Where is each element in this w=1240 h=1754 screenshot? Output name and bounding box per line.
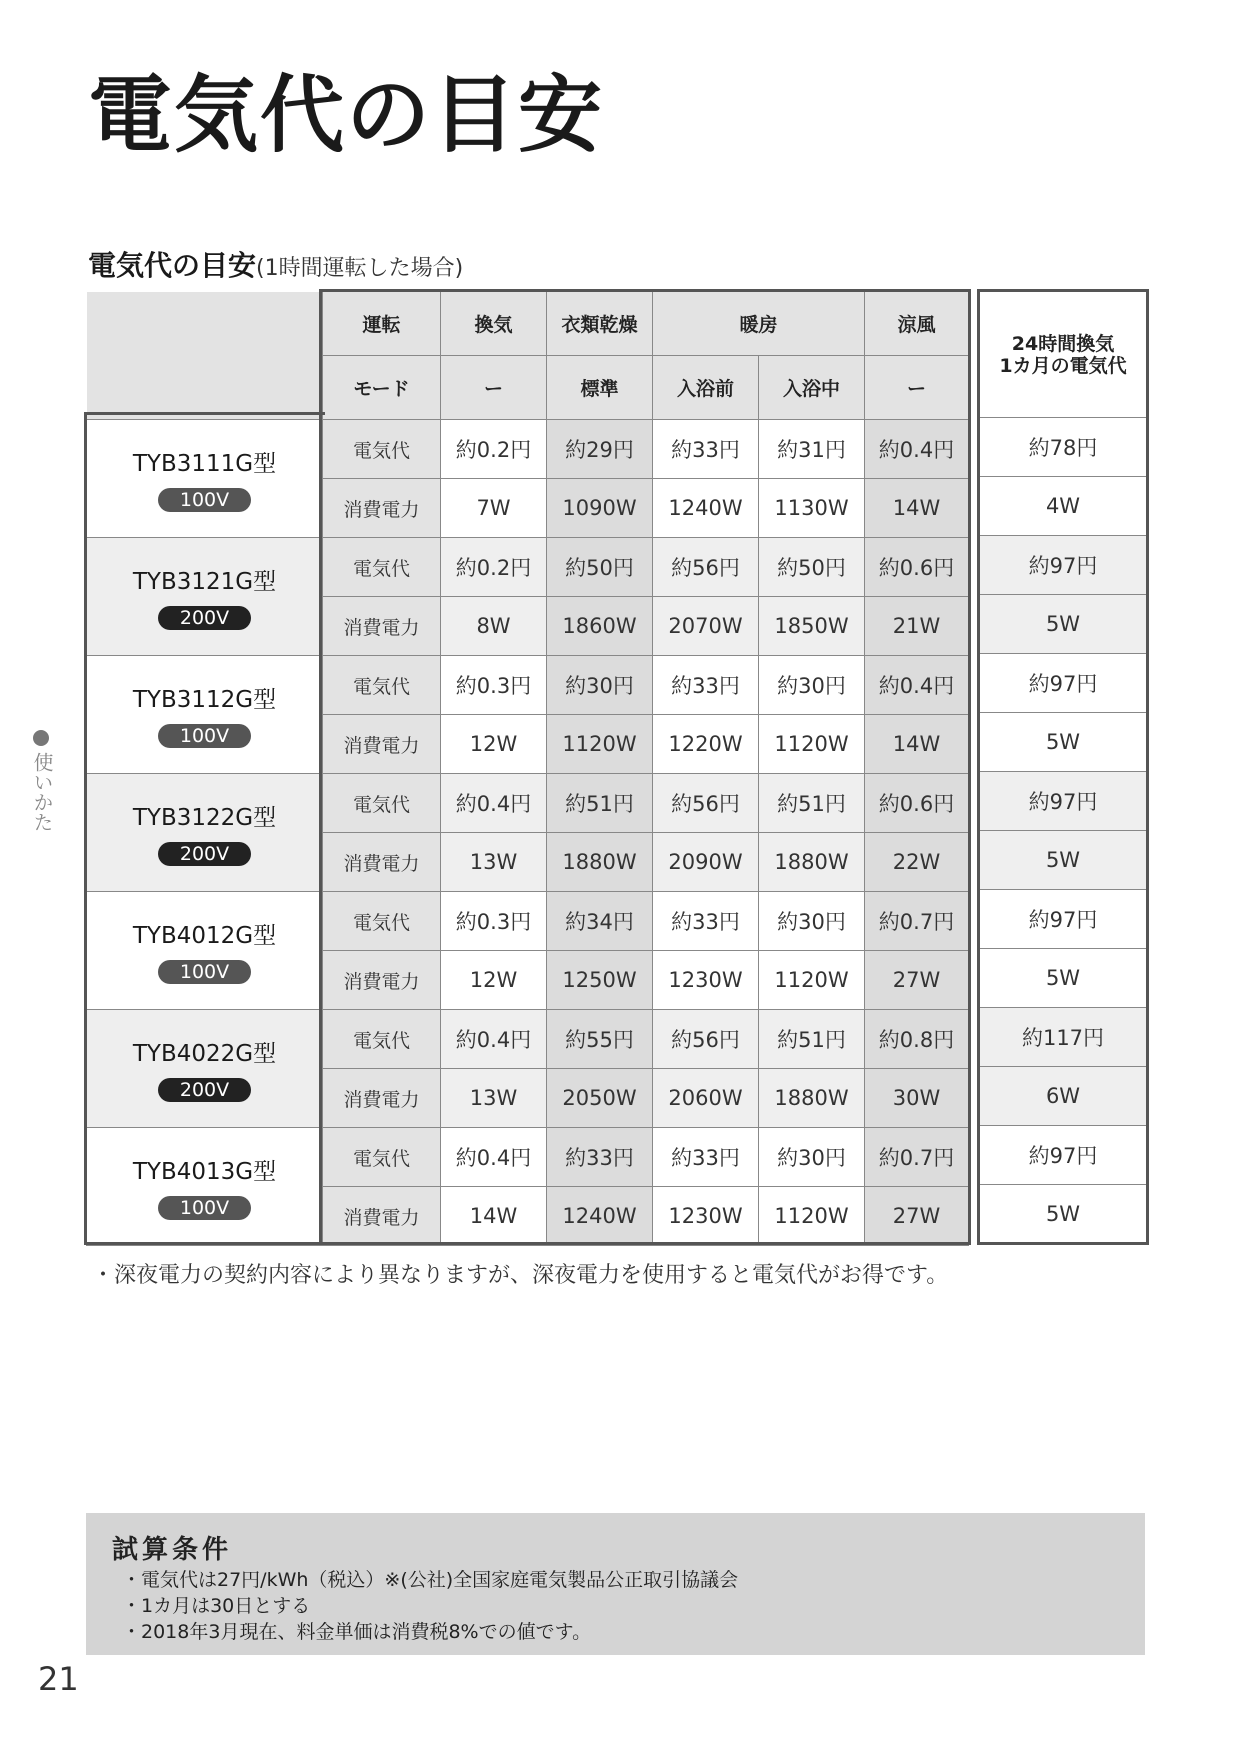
header-mode-cool-breeze: ー	[865, 356, 969, 420]
table-row	[980, 477, 1147, 536]
monthly-power-cell: 5W	[980, 949, 1147, 1008]
monthly-cost-cell: 約97円	[980, 654, 1147, 713]
power-cell: 14W	[865, 715, 969, 774]
voltage-badge: 100V	[158, 724, 251, 748]
model-cell	[87, 774, 323, 892]
cost-cell: 約33円	[547, 1128, 653, 1187]
cost-cell: 約33円	[653, 1128, 759, 1187]
power-cell: 1850W	[759, 597, 865, 656]
row-label-cost: 電気代	[323, 774, 441, 833]
table-row	[87, 892, 969, 951]
condition-item: ・電気代は27円/kWh（税込）※(公社)全国家庭電気製品公正取引協議会	[122, 1569, 739, 1591]
power-cell: 1880W	[759, 1069, 865, 1128]
table-row	[980, 1185, 1147, 1244]
table-title-main: 電気代の目安	[88, 249, 257, 282]
condition-item: ・2018年3月現在、料金単価は消費税8%での値です。	[122, 1621, 592, 1643]
monthly-cost-table	[979, 291, 1147, 1244]
power-cell: 13W	[441, 833, 547, 892]
monthly-cost-cell: 約97円	[980, 536, 1147, 595]
model-name: TYB4022G型	[132, 1041, 277, 1067]
table-row	[87, 1128, 969, 1187]
table-row	[980, 890, 1147, 949]
power-cell: 2050W	[547, 1069, 653, 1128]
model-name: TYB3111G型	[132, 451, 277, 477]
header-blank	[87, 356, 323, 420]
header-mode-label: モード	[323, 356, 441, 420]
model-cell	[87, 1128, 323, 1246]
cost-cell: 約56円	[653, 1010, 759, 1069]
power-cell: 1230W	[653, 1187, 759, 1246]
cost-cell: 約0.7円	[865, 892, 969, 951]
footnote: ・深夜電力の契約内容により異なりますが、深夜電力を使用すると電気代がお得です。	[92, 1263, 949, 1288]
cost-cell: 約0.2円	[441, 538, 547, 597]
header-row-operation	[87, 292, 969, 356]
monthly-cost-cell: 約97円	[980, 772, 1147, 831]
cost-cell: 約51円	[547, 774, 653, 833]
conditions-title: 試算条件	[112, 1535, 233, 1565]
monthly-header	[980, 292, 1147, 418]
cost-cell: 約0.7円	[865, 1128, 969, 1187]
table-row	[87, 1010, 969, 1069]
cost-cell: 約0.4円	[441, 774, 547, 833]
table-row	[980, 1067, 1147, 1126]
cost-cell: 約0.4円	[441, 1128, 547, 1187]
monthly-header-line2: 1カ月の電気代	[999, 354, 1127, 377]
power-cell: 12W	[441, 951, 547, 1010]
monthly-cost-cell: 約78円	[980, 418, 1147, 477]
row-label-power: 消費電力	[323, 951, 441, 1010]
page-title: 電気代の目安	[88, 66, 605, 164]
cost-cell: 約0.6円	[865, 774, 969, 833]
model-name: TYB3112G型	[132, 687, 277, 713]
cost-cell: 約30円	[759, 892, 865, 951]
table-row	[87, 420, 969, 479]
power-cell: 1240W	[547, 1187, 653, 1246]
row-label-cost: 電気代	[323, 1128, 441, 1187]
row-label-cost: 電気代	[323, 1010, 441, 1069]
cost-cell: 約0.6円	[865, 538, 969, 597]
header-row-mode	[87, 356, 969, 420]
monthly-power-cell: 5W	[980, 1185, 1147, 1244]
row-label-power: 消費電力	[323, 715, 441, 774]
model-name: TYB3122G型	[132, 805, 277, 831]
voltage-badge: 200V	[158, 1078, 251, 1102]
power-cell: 14W	[865, 479, 969, 538]
electricity-cost-table	[86, 291, 969, 1246]
model-cell	[87, 1010, 323, 1128]
table-row	[980, 1008, 1147, 1067]
power-cell: 21W	[865, 597, 969, 656]
power-cell: 2070W	[653, 597, 759, 656]
table-row	[980, 536, 1147, 595]
cost-cell: 約30円	[759, 1128, 865, 1187]
power-cell: 1860W	[547, 597, 653, 656]
power-cell: 27W	[865, 1187, 969, 1246]
power-cell: 2090W	[653, 833, 759, 892]
row-label-power: 消費電力	[323, 597, 441, 656]
header-operation-label: 運転	[323, 292, 441, 356]
monthly-power-cell: 5W	[980, 831, 1147, 890]
power-cell: 27W	[865, 951, 969, 1010]
page-number: 21	[38, 1660, 79, 1698]
power-cell: 1120W	[759, 951, 865, 1010]
cost-cell: 約29円	[547, 420, 653, 479]
model-name: TYB4012G型	[132, 923, 277, 949]
table-row	[980, 595, 1147, 654]
monthly-cost-cell: 約97円	[980, 890, 1147, 949]
row-label-cost: 電気代	[323, 656, 441, 715]
table-row	[980, 654, 1147, 713]
power-cell: 1240W	[653, 479, 759, 538]
cost-cell: 約33円	[653, 892, 759, 951]
power-cell: 2060W	[653, 1069, 759, 1128]
cost-cell: 約56円	[653, 538, 759, 597]
header-op-ventilation: 換気	[441, 292, 547, 356]
table-row	[87, 774, 969, 833]
power-cell: 1090W	[547, 479, 653, 538]
cost-cell: 約33円	[653, 420, 759, 479]
table-title	[88, 244, 463, 284]
monthly-header-line1: 24時間換気	[1011, 332, 1115, 355]
row-label-cost: 電気代	[323, 892, 441, 951]
table-row	[980, 772, 1147, 831]
monthly-power-cell: 5W	[980, 713, 1147, 772]
monthly-power-cell: 6W	[980, 1067, 1147, 1126]
header-mode-before-bath: 入浴前	[653, 356, 759, 420]
section-tab-label: 使いかた	[30, 752, 54, 832]
cost-cell: 約30円	[547, 656, 653, 715]
voltage-badge: 100V	[158, 488, 251, 512]
voltage-badge: 100V	[158, 960, 251, 984]
cost-cell: 約55円	[547, 1010, 653, 1069]
header-op-drying: 衣類乾燥	[547, 292, 653, 356]
power-cell: 1130W	[759, 479, 865, 538]
row-label-power: 消費電力	[323, 1069, 441, 1128]
power-cell: 1220W	[653, 715, 759, 774]
model-cell	[87, 656, 323, 774]
cost-cell: 約50円	[759, 538, 865, 597]
cost-cell: 約30円	[759, 656, 865, 715]
power-cell: 1880W	[547, 833, 653, 892]
calculation-conditions	[86, 1513, 1145, 1655]
monthly-cost-cell: 約117円	[980, 1008, 1147, 1067]
power-cell: 12W	[441, 715, 547, 774]
header-op-cool-breeze: 涼風	[865, 292, 969, 356]
table-title-note: (1時間運転した場合)	[256, 256, 464, 281]
cost-cell: 約0.8円	[865, 1010, 969, 1069]
voltage-badge: 200V	[158, 606, 251, 630]
header-mode-drying: 標準	[547, 356, 653, 420]
cost-cell: 約31円	[759, 420, 865, 479]
power-cell: 1230W	[653, 951, 759, 1010]
power-cell: 13W	[441, 1069, 547, 1128]
model-cell	[87, 538, 323, 656]
table-row	[980, 713, 1147, 772]
model-cell	[87, 420, 323, 538]
section-tab	[30, 730, 52, 837]
power-cell: 1120W	[547, 715, 653, 774]
power-cell: 7W	[441, 479, 547, 538]
monthly-cost-cell: 約97円	[980, 1126, 1147, 1185]
bullet-icon	[33, 730, 49, 746]
cost-cell: 約51円	[759, 774, 865, 833]
cost-cell: 約0.4円	[441, 1010, 547, 1069]
model-name: TYB4013G型	[132, 1159, 277, 1185]
power-cell: 1250W	[547, 951, 653, 1010]
power-cell: 14W	[441, 1187, 547, 1246]
row-label-cost: 電気代	[323, 538, 441, 597]
power-cell: 1120W	[759, 715, 865, 774]
power-cell: 22W	[865, 833, 969, 892]
table-row	[980, 949, 1147, 1008]
voltage-badge: 100V	[158, 1196, 251, 1220]
table-row	[980, 1126, 1147, 1185]
header-mode-ventilation: ー	[441, 356, 547, 420]
cost-cell: 約0.3円	[441, 892, 547, 951]
cost-cell: 約51円	[759, 1010, 865, 1069]
monthly-power-cell: 4W	[980, 477, 1147, 536]
condition-item: ・1カ月は30日とする	[122, 1595, 311, 1617]
cost-cell: 約0.3円	[441, 656, 547, 715]
conditions-list	[122, 1567, 738, 1645]
row-label-power: 消費電力	[323, 833, 441, 892]
row-label-power: 消費電力	[323, 1187, 441, 1246]
header-mode-during-bath: 入浴中	[759, 356, 865, 420]
model-name: TYB3121G型	[132, 569, 277, 595]
cost-cell: 約34円	[547, 892, 653, 951]
row-label-cost: 電気代	[323, 420, 441, 479]
model-cell	[87, 892, 323, 1010]
cost-cell: 約0.4円	[865, 420, 969, 479]
table-row	[980, 418, 1147, 477]
row-label-power: 消費電力	[323, 479, 441, 538]
table-row	[87, 538, 969, 597]
monthly-power-cell: 5W	[980, 595, 1147, 654]
power-cell: 30W	[865, 1069, 969, 1128]
power-cell: 8W	[441, 597, 547, 656]
cost-cell: 約56円	[653, 774, 759, 833]
cost-cell: 約50円	[547, 538, 653, 597]
cost-cell: 約33円	[653, 656, 759, 715]
header-blank	[87, 292, 323, 356]
power-cell: 1120W	[759, 1187, 865, 1246]
cost-cell: 約0.2円	[441, 420, 547, 479]
cost-cell: 約0.4円	[865, 656, 969, 715]
table-row	[980, 831, 1147, 890]
table-row	[87, 656, 969, 715]
voltage-badge: 200V	[158, 842, 251, 866]
power-cell: 1880W	[759, 833, 865, 892]
header-op-heating: 暖房	[653, 292, 865, 356]
